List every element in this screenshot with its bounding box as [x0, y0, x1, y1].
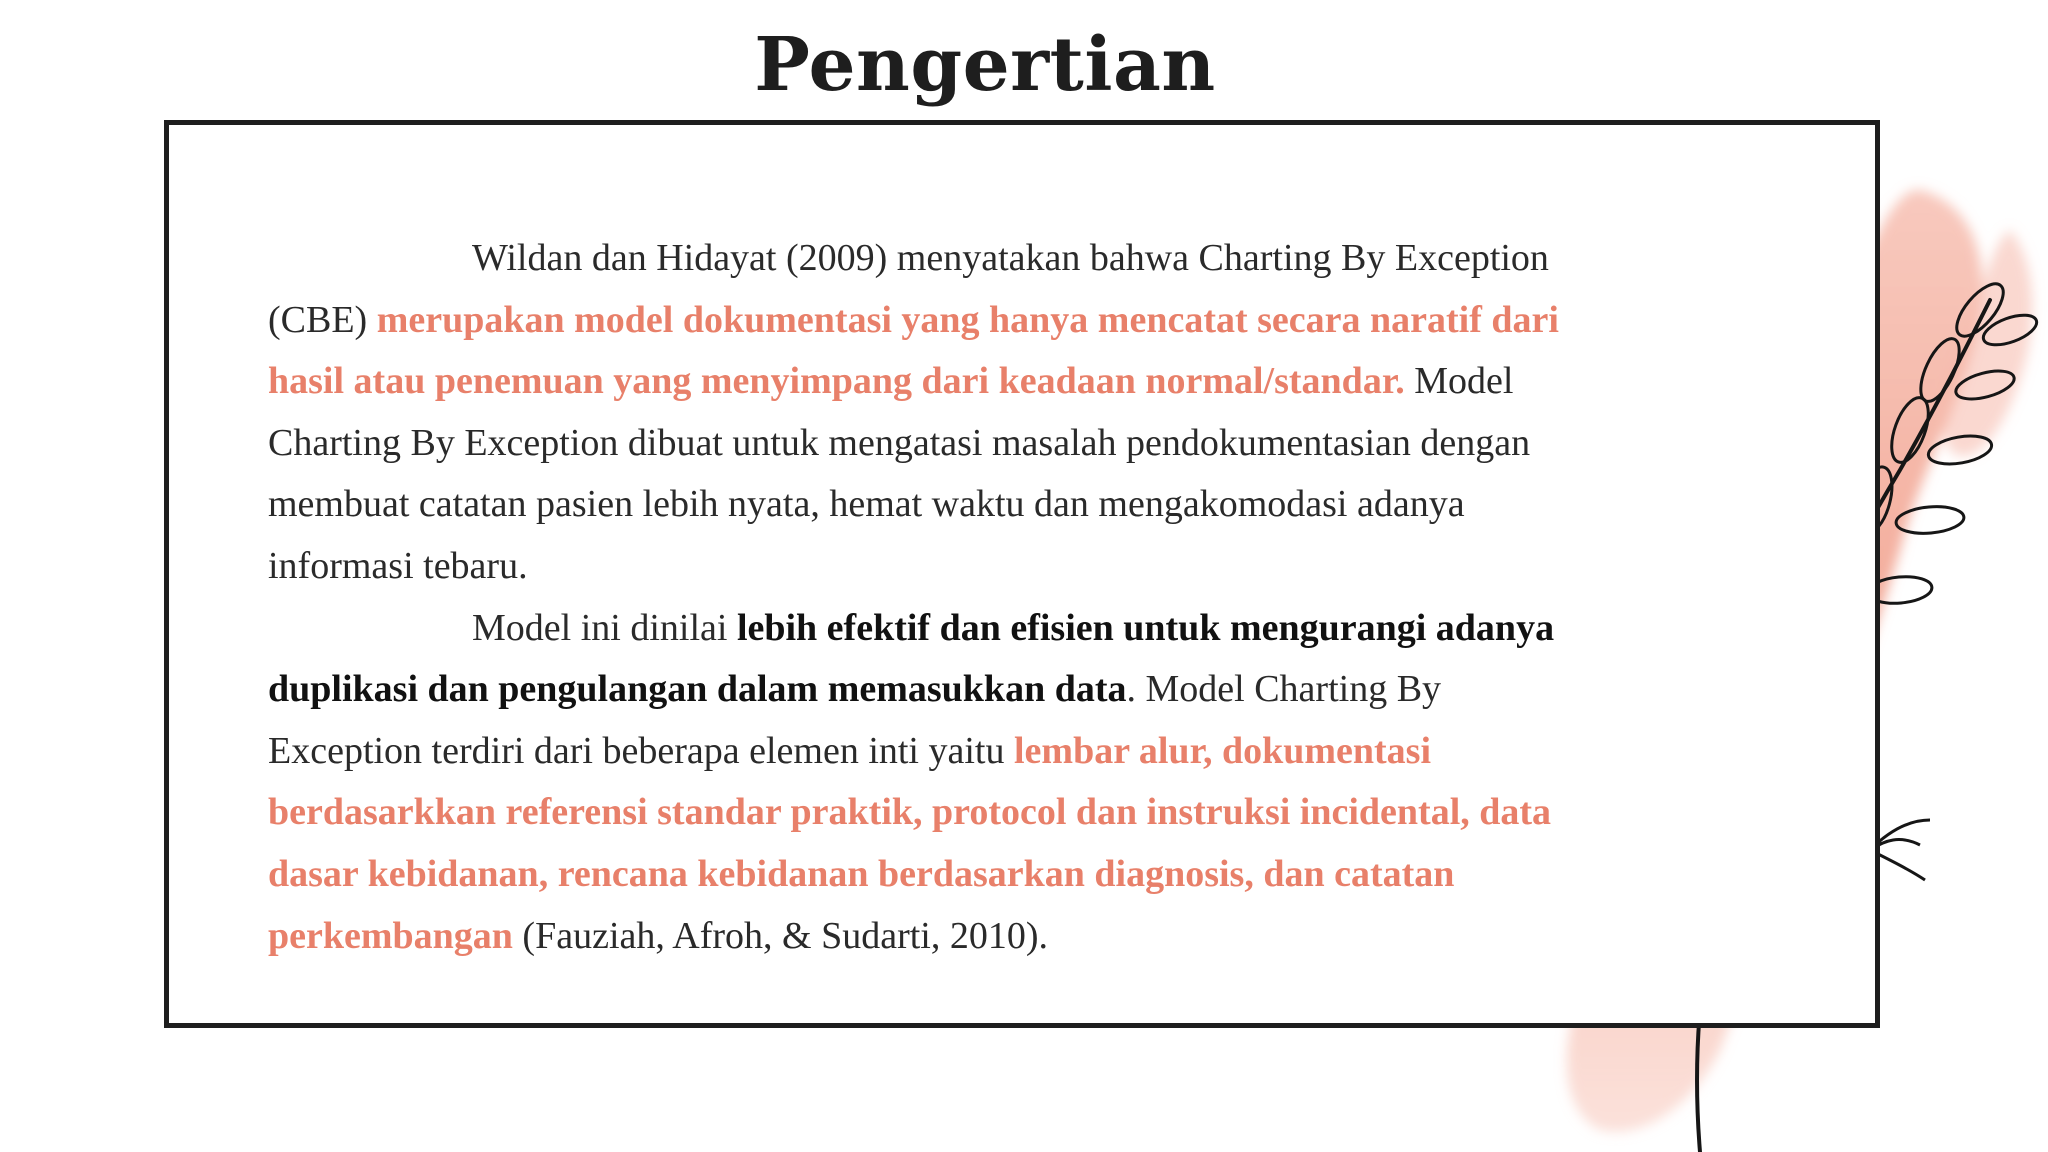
paragraph-1: [268, 228, 1598, 598]
p2-text-3: (Fauziah, Afroh, & Sudarti, 2010).: [512, 914, 1049, 957]
page-title: Pengertian: [754, 22, 1216, 108]
p2-text-1: Model ini dinilai: [472, 606, 737, 649]
p1-text-1: Wildan dan Hidayat (2009) menyatakan bahwa Charting By Exception (CBE): [268, 237, 1549, 341]
paragraph-2: [268, 598, 1598, 968]
p1-text-2: Model Charting By Exception dibuat untuk mengatasi masalah pendokumentasian dengan membuat catatan pasien lebih nyata, hemat waktu dan mengakomodasi adanya informasi tebaru.: [268, 360, 1531, 587]
p2-text-2: . Model Charting By Exception terdiri dari beberapa elemen inti yaitu: [268, 668, 1442, 772]
definition-text: [268, 228, 1598, 967]
p2-bold-1: lebih efektif dan efisien untuk mengurangi adanya duplikasi dan pengulangan dalam memasukkan data: [268, 606, 1555, 711]
p1-highlight-1: merupakan model dokumentasi yang hanya mencatat secara naratif dari hasil atau penemuan yang menyimpang dari keadaan normal/standar.: [268, 298, 1559, 403]
p2-highlight-1: lembar alur, dokumentasi berdasarkkan referensi standar praktik, protocol dan instruksi incidental, data dasar kebidanan, rencana kebidanan berdasarkan diagnosis, dan catatan perkembangan: [268, 729, 1552, 957]
